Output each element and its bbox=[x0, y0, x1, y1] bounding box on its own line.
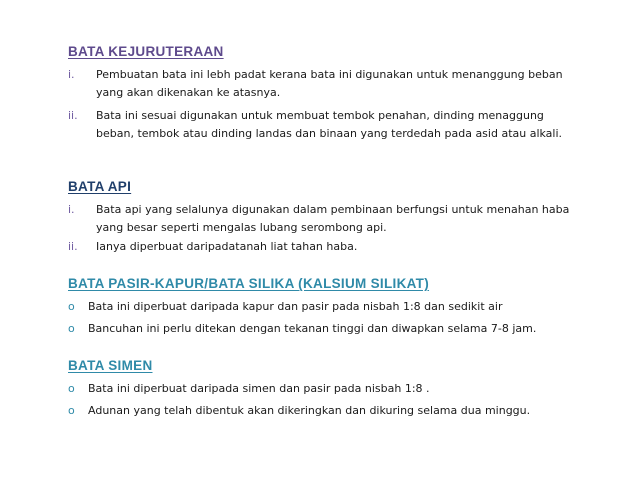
bullet-marker: o bbox=[68, 382, 75, 395]
heading-bata-api: BATA API bbox=[68, 179, 132, 194]
list-item-text: Bancuhan ini perlu ditekan dengan tekanan tinggi dan diwapkan selama 7-8 jam. bbox=[88, 322, 537, 335]
list-marker: i. bbox=[68, 203, 75, 216]
heading-bata-simen: BATA SIMEN bbox=[68, 358, 153, 373]
bullet-marker: o bbox=[68, 300, 75, 313]
list-item-text: Ianya diperbuat daripadatanah liat tahan haba. bbox=[96, 240, 358, 253]
list-item-text: Bata ini sesuai digunakan untuk membuat tembok penahan, dinding menaggung beban, tembok atau dinding landas dan binaan yang terdedah pada asid atau alkali. bbox=[96, 109, 563, 140]
list-item-text: Adunan yang telah dibentuk akan dikeringkan dan dikuring selama dua minggu. bbox=[88, 404, 531, 417]
bullet-marker: o bbox=[68, 322, 75, 335]
list-item-text: Bata ini diperbuat daripada simen dan pasir pada nisbah 1:8 . bbox=[88, 382, 430, 395]
list-item-text: Pembuatan bata ini lebh padat kerana bata ini digunakan untuk menanggung beban yang akan dikenakan ke atasnya. bbox=[96, 68, 563, 99]
bullet-marker: o bbox=[68, 404, 75, 417]
list-marker: i. bbox=[68, 68, 75, 81]
list-item-text: Bata ini diperbuat daripada kapur dan pasir pada nisbah 1:8 dan sedikit air bbox=[88, 300, 503, 313]
heading-bata-pasir-kapur: BATA PASIR-KAPUR/BATA SILIKA (KALSIUM SILIKAT) bbox=[68, 276, 430, 291]
list-item-text: Bata api yang selalunya digunakan dalam pembinaan berfungsi untuk menahan haba yang besar seperti mengalas lubang serombong api. bbox=[96, 203, 570, 234]
list-marker: ii. bbox=[68, 240, 78, 253]
heading-bata-kejuruteraan: BATA KEJURUTERAAN bbox=[68, 44, 224, 59]
list-marker: ii. bbox=[68, 109, 78, 122]
